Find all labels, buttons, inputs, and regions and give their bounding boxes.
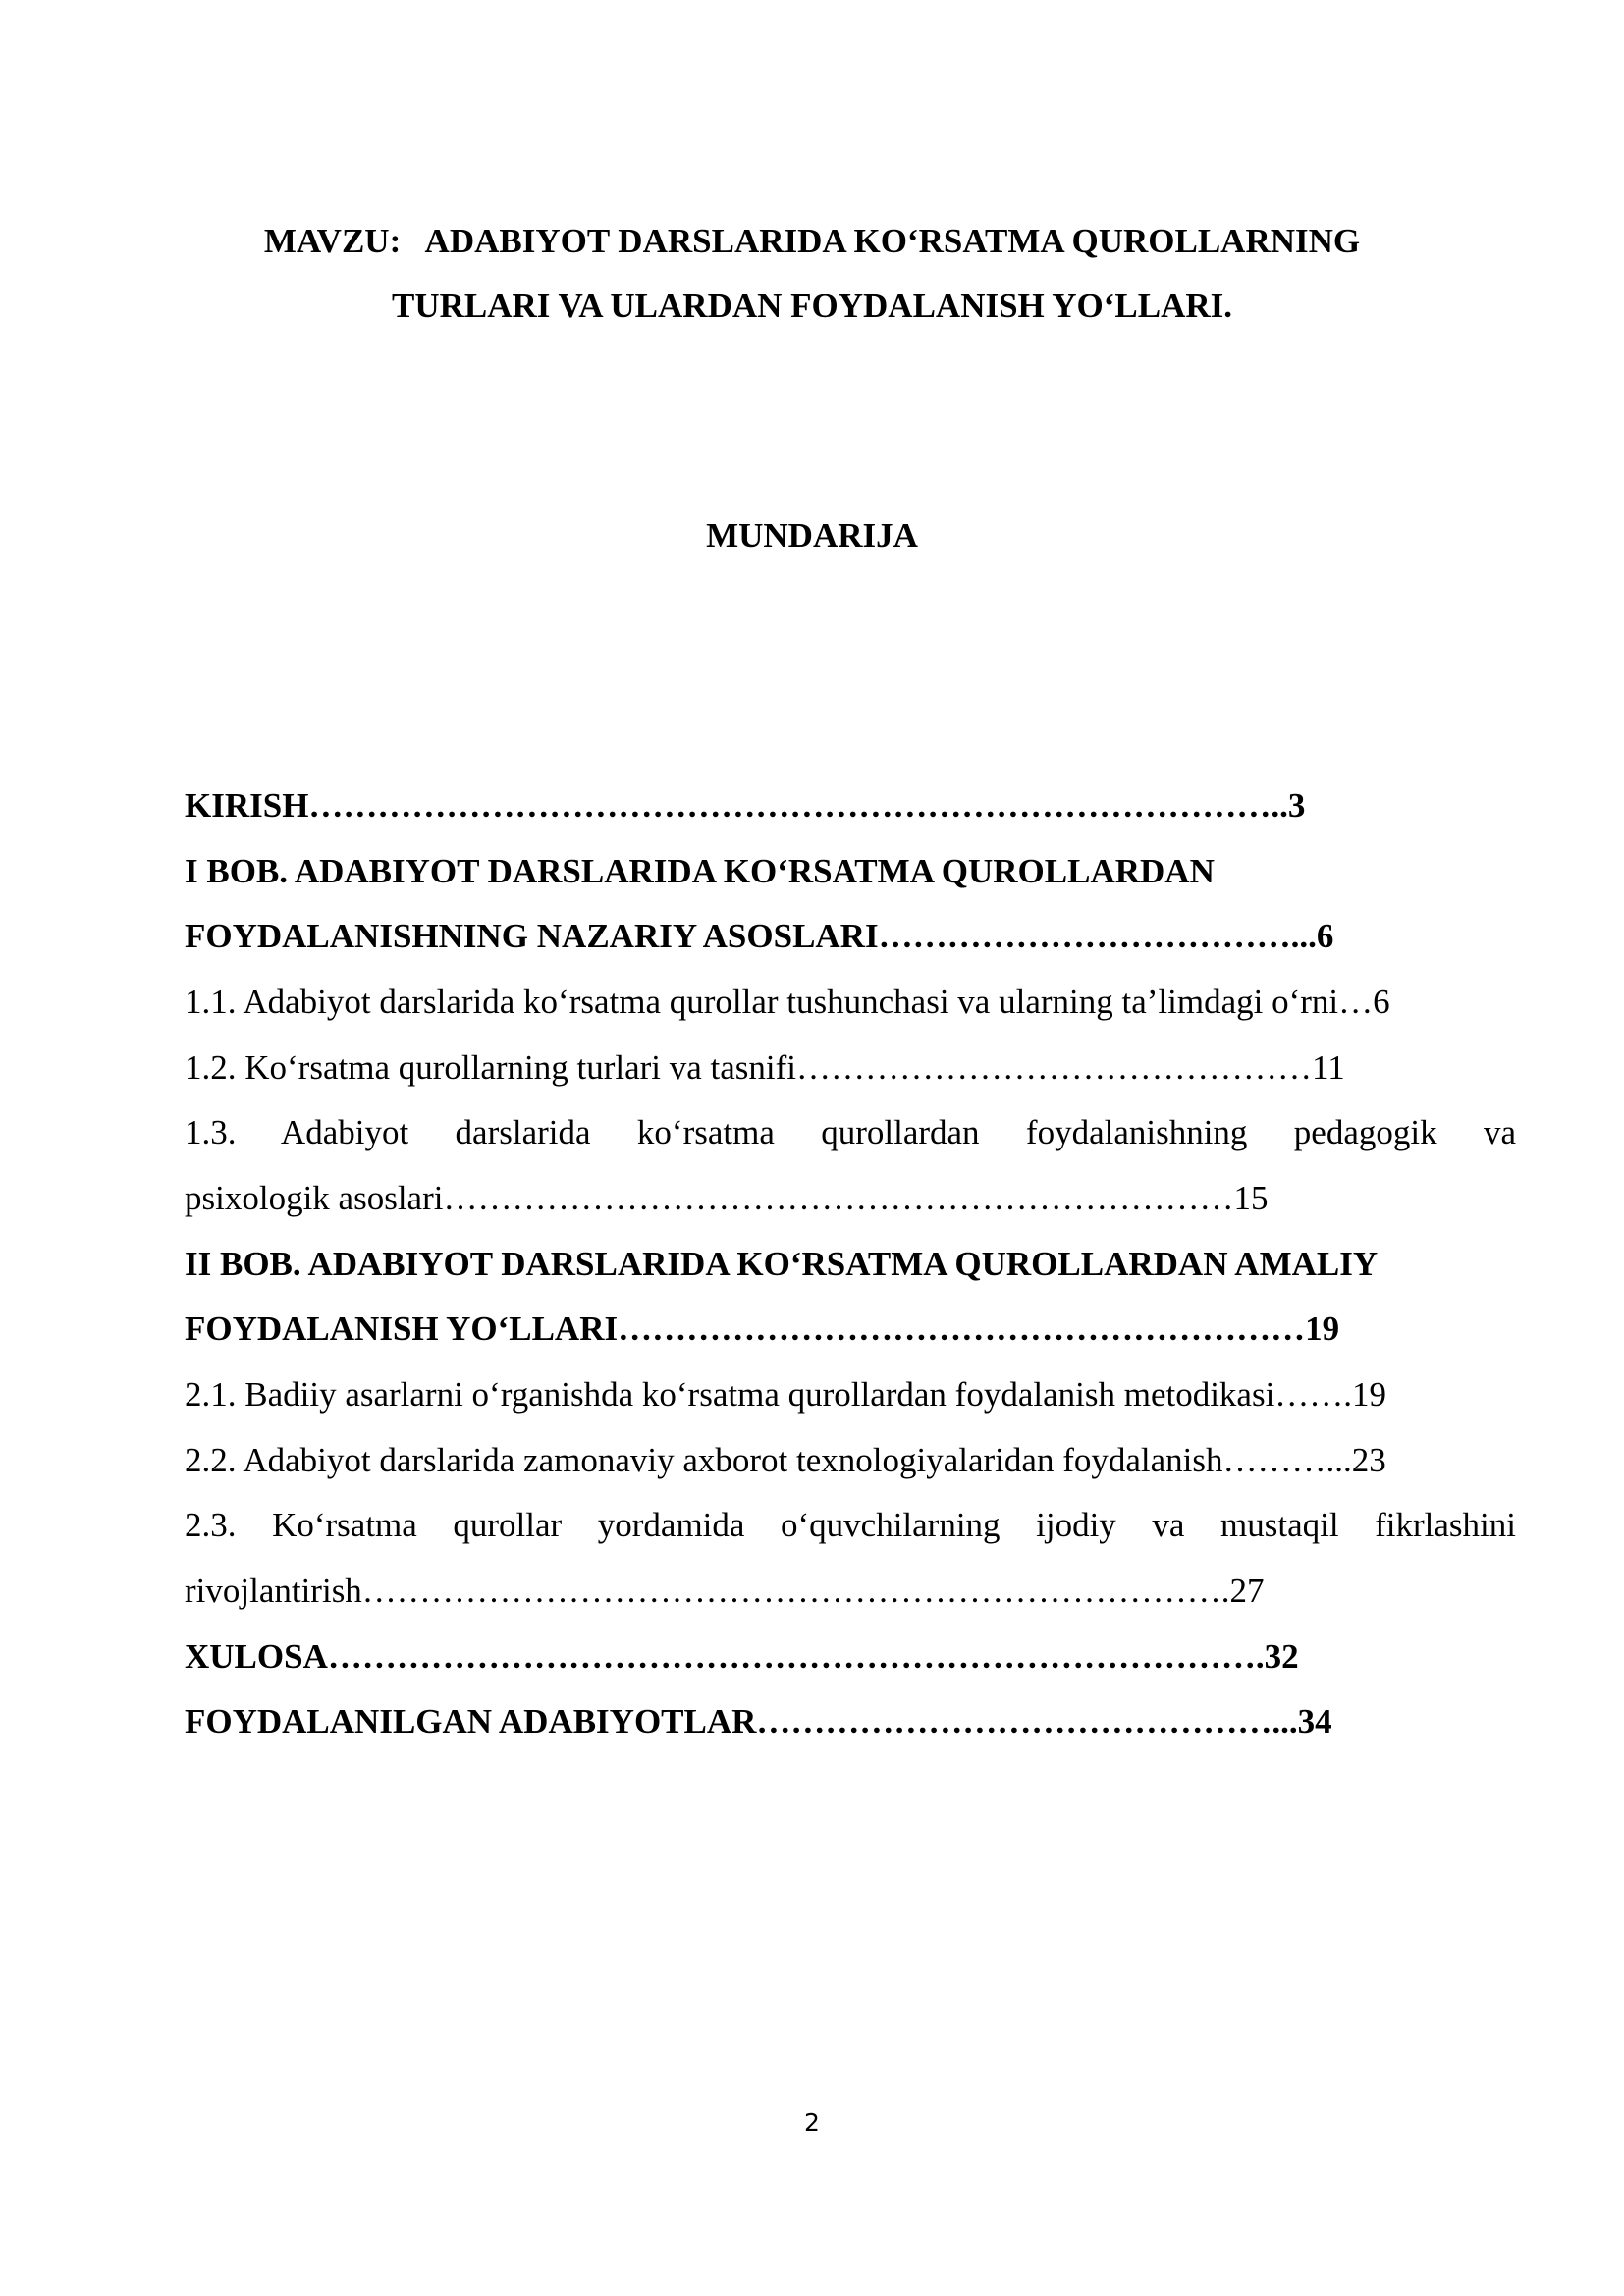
toc-entry-section-2-1[interactable]: 2.1. Badiiy asarlarni o‘rganishda ko‘rsatma qurollardan foydalanish metodikasi…….19 bbox=[185, 1375, 1387, 1414]
toc-entry-chapter-1-line-2[interactable]: FOYDALANISHNING NAZARIY ASOSLARI………………………………...6 bbox=[185, 917, 1334, 955]
toc-entry-section-1-2[interactable]: 1.2. Ko‘rsatma qurollarning turlari va tasnifi………………………………………11 bbox=[185, 1048, 1345, 1087]
topic-heading-line-2: TURLARI VA ULARDAN FOYDALANISH YO‘LLARI. bbox=[392, 287, 1232, 325]
toc-entry-section-2-2[interactable]: 2.2. Adabiyot darslarida zamonaviy axborot texnologiyalaridan foydalanish………...23 bbox=[185, 1441, 1386, 1479]
toc-entry-section-1-1[interactable]: 1.1. Adabiyot darslarida ko‘rsatma qurollar tushunchasi va ularning ta’limdagi o‘rni…6 bbox=[185, 983, 1390, 1021]
page-number: 2 bbox=[804, 2109, 820, 2137]
topic-heading-line-1: MAVZU: ADABIYOT DARSLARIDA KO‘RSATMA QUROLLARNING bbox=[263, 222, 1361, 260]
toc-entry-chapter-1-line-1[interactable]: I BOB. ADABIYOT DARSLARIDA KO‘RSATMA QUROLLARDAN bbox=[185, 852, 1215, 890]
toc-entry-section-2-3-line-2[interactable]: rivojlantirish………………………………………………………………….27 bbox=[185, 1572, 1265, 1610]
toc-entry-section-1-3-line-1[interactable]: 1.3. Adabiyot darslarida ko‘rsatma qurollardan foydalanishning pedagogik va bbox=[185, 1113, 1516, 1151]
toc-entry-chapter-2-line-2[interactable]: FOYDALANISH YO‘LLARI……………………………………………………19 bbox=[185, 1309, 1340, 1348]
toc-entry-kirish[interactable]: KIRISH…………………………………………………………………………..3 bbox=[185, 786, 1306, 825]
contents-title: MUNDARIJA bbox=[706, 516, 918, 555]
toc-entry-section-1-3-line-2[interactable]: psixologik asoslari……………………………………………………………15 bbox=[185, 1179, 1269, 1217]
toc-entry-section-2-3-line-1[interactable]: 2.3. Ko‘rsatma qurollar yordamida o‘quvchilarning ijodiy va mustaqil fikrlashini bbox=[185, 1506, 1516, 1544]
toc-entry-chapter-2-line-1[interactable]: II BOB. ADABIYOT DARSLARIDA KO‘RSATMA QUROLLARDAN AMALIY bbox=[185, 1245, 1379, 1283]
toc-entry-xulosa[interactable]: XULOSA……………………………………………………………………….32 bbox=[185, 1637, 1299, 1676]
toc-entry-references[interactable]: FOYDALANILGAN ADABIYOTLAR………………………………………...34 bbox=[185, 1702, 1332, 1740]
